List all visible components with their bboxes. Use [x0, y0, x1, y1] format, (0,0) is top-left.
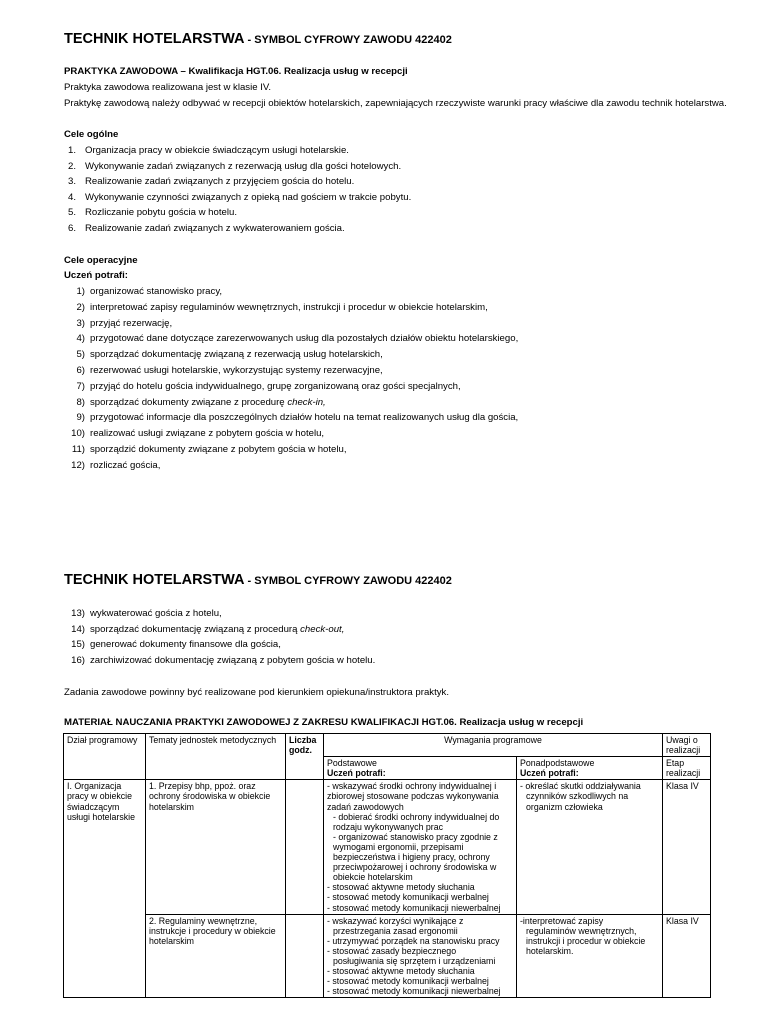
list-item: 2. Wykonywanie zadań związanych z rezerwacją usług dla gości hotelowych. [67, 160, 402, 172]
header-cell-hours: Liczba godz. [286, 734, 324, 780]
header-cell-units: Tematy jednostek metodycznych [146, 734, 286, 780]
page-title [64, 31, 452, 47]
list-item: 1) organizować stanowisko pracy, [76, 286, 223, 297]
table-row [64, 914, 711, 998]
section-cell: I. Organizacja pracy w obiekcie świadczącym usługi hotelarskie [64, 780, 146, 998]
table-row [64, 780, 711, 914]
operational-goals-list [64, 284, 518, 474]
student-can-label: Uczeń potrafi: [64, 270, 128, 281]
list-item: 15) generować dokumenty finansowe dla gościa, [71, 639, 281, 651]
table-heading: MATERIAŁ NAUCZANIA PRAKTYKI ZAWODOWEJ Z ZAKRESU KWALIFIKACJI HGT.06. Realizacja usług w recepcji [64, 717, 584, 728]
list-item: 6. Realizowanie zadań związanych z wykwaterowaniem gościa. [67, 222, 345, 234]
hours-cell [286, 914, 324, 998]
intro-line-2: Praktykę zawodową należy odbywać w recepcji obiektów hotelarskich, zapewniających rzeczywiste warunki pracy właściwe dla zawodu technik hotelarstwa. [64, 98, 727, 109]
list-item: 11) sporządzić dokumenty związane z pobytem gościa w hotelu, [71, 443, 347, 455]
curriculum-table [63, 733, 711, 998]
list-item: 10) realizować usługi związane z pobytem gościa w hotelu, [71, 428, 325, 440]
advanced-requirements-cell: -interpretować zapisy regulaminów wewnętrznych, instrukcji i procedur w obiekcie hotelarskim. [517, 914, 663, 998]
list-item: 9) przygotować informacje dla poszczególnych działów hotelu na temat realizowanych usług dla gościa, [76, 412, 519, 424]
list-item: 1. Organizacja pracy w obiekcie świadczącym usługi hotelarskie. [67, 145, 349, 156]
basic-requirements-cell: - wskazywać korzyści wynikające z przestrzegania zasad ergonomii - utrzymywać porządek na stanowisku pracy - stosować zasady bezpiecznego posługiwania się sprzętem i urządzeniami - stosować aktywne metody słuchania - stosować metody komunikacji werbalnej - stosować metody komunikacji niewerbalnej [324, 914, 517, 998]
list-item: 13) wykwaterować gościa z hotelu, [71, 608, 222, 619]
stage-cell: Klasa IV [663, 914, 711, 998]
hours-cell [286, 780, 324, 914]
list-item: 3) przyjąć rezerwację, [76, 317, 173, 329]
list-item: 5) sporządzać dokumentację związaną z rezerwacją usług hotelarskich, [76, 349, 383, 361]
list-item: 8) sporządzać dokumenty związane z procedurę check-in, [76, 396, 326, 408]
general-goals-heading: Cele ogólne [64, 129, 119, 140]
table-header-row [64, 734, 711, 757]
list-item: 6) rezerwować usługi hotelarskie, wykorzystując systemy rezerwacyjne, [76, 364, 383, 376]
list-item: 2) interpretować zapisy regulaminów wewnętrznych, instrukcji i procedur w obiekcie hotelarskim, [76, 301, 488, 313]
practice-heading: PRAKTYKA ZAWODOWA – Kwalifikacja HGT.06. Realizacja usług w recepcji [64, 66, 408, 77]
operational-goals-list-continued [64, 606, 375, 668]
page-title-suffix: - SYMBOL CYFROWY ZAWODU 422402 [244, 34, 452, 46]
list-item: 4. Wykonywanie czynności związanych z opieką nad gościem w trakcie pobytu. [67, 191, 412, 203]
stage-cell: Klasa IV [663, 780, 711, 914]
basic-requirements-cell: - wskazywać środki ochrony indywidualnej i zbiorowej stosowane podczas wykonywania zadań zawodowych - dobierać środki ochrony indywidualnej do rodzaju wykonywanych prac - organizować stanowisko pracy zgodnie z wymogami ergonomii, przepisami bezpieczeństwa i higieny pracy, ochrony przeciwpożarowej i ochrony środowiska w obiekcie hotelarskim - stosować aktywne metody słuchania - stosować metody komunikacji werbalnej - stosować metody komunikacji niewerbalnej [324, 780, 517, 914]
header-cell-section: Dział programowy [64, 734, 146, 780]
list-item: 5. Rozliczanie pobytu gościa w hotelu. [67, 207, 237, 219]
header-cell-requirements: Wymagania programowe [324, 734, 663, 757]
page-title-suffix: - SYMBOL CYFROWY ZAWODU 422402 [244, 575, 452, 587]
list-item: 12) rozliczać gościa, [71, 459, 161, 471]
list-item: 4) przygotować dane dotyczące zarezerwowanych usług dla pozostałych działów obiektu hotelarskiego, [76, 333, 519, 345]
intro-line-1: Praktyka zawodowa realizowana jest w klasie IV. [64, 82, 272, 93]
header-cell-advanced: Ponadpodstawowe Uczeń potrafi: [517, 757, 663, 780]
page-title-main: TECHNIK HOTELARSTWA [64, 572, 245, 588]
list-item: 14) sporządzać dokumentację związaną z procedurą check-out, [71, 623, 345, 635]
page-title [64, 572, 452, 588]
operational-goals-heading: Cele operacyjne [64, 255, 138, 266]
list-item: 3. Realizowanie zadań związanych z przyjęciem gościa do hotelu. [67, 176, 355, 188]
header-cell-notes: Uwagi o realizacji [663, 734, 711, 757]
header-cell-basic: Podstawowe Uczeń potrafi: [324, 757, 517, 780]
page-title-main: TECHNIK HOTELARSTWA [64, 31, 245, 47]
list-item: 7) przyjąć do hotelu gościa indywidualnego, grupę zorganizowaną oraz gości specjalnych, [76, 380, 461, 392]
supervision-note: Zadania zawodowe powinny być realizowane pod kierunkiem opiekuna/instruktora praktyk. [64, 687, 450, 698]
list-item: 16) zarchiwizować dokumentację związaną z pobytem gościa w hotelu. [71, 654, 376, 666]
advanced-requirements-cell: - określać skutki oddziaływania czynników szkodliwych na organizm człowieka [517, 780, 663, 914]
header-cell-stage: Etap realizacji [663, 757, 711, 780]
unit-cell: 1. Przepisy bhp, ppoż. oraz ochrony środowiska w obiekcie hotelarskim [146, 780, 286, 914]
unit-cell: 2. Regulaminy wewnętrzne, instrukcje i procedury w obiekcie hotelarskim [146, 914, 286, 998]
general-goals-list [64, 143, 411, 237]
